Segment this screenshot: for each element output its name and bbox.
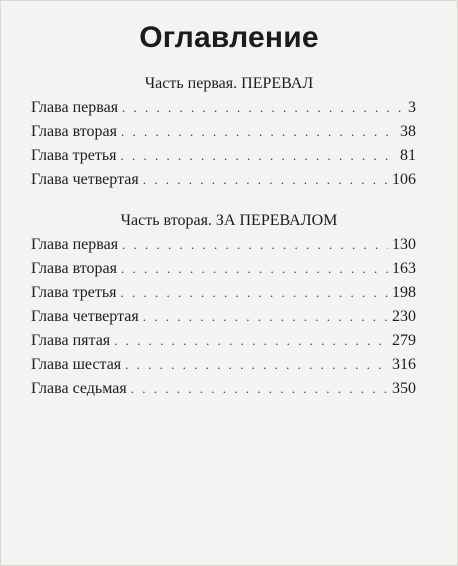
dot-leader	[122, 233, 388, 257]
chapter-name: Глава седьмая	[31, 380, 127, 397]
chapter-name: Глава вторая	[31, 123, 117, 140]
chapter-name: Глава пятая	[31, 332, 111, 349]
dot-leader	[121, 281, 388, 305]
page-title: Оглавление	[139, 21, 319, 54]
chapter-list	[31, 96, 416, 192]
chapter-name: Глава третья	[31, 147, 117, 164]
toc-entry[interactable]	[31, 305, 416, 329]
chapter-name: Глава четвертая	[31, 308, 139, 325]
chapter-name: Глава четвертая	[31, 171, 139, 188]
dot-leader	[121, 257, 388, 281]
toc-entry[interactable]	[31, 96, 416, 120]
dot-leader	[131, 377, 388, 401]
page-number: 316	[392, 356, 416, 373]
chapter-list	[31, 233, 416, 401]
toc-entry[interactable]	[31, 329, 416, 353]
chapter-name: Глава шестая	[31, 356, 122, 373]
dot-leader	[114, 329, 388, 353]
dot-leader	[143, 168, 388, 192]
page-number: 163	[392, 260, 416, 277]
toc-entry[interactable]	[31, 233, 416, 257]
toc-entry[interactable]	[31, 353, 416, 377]
toc-entry[interactable]	[31, 144, 416, 168]
page-number: 130	[392, 236, 416, 253]
page-number: 198	[392, 284, 416, 301]
page-number: 106	[392, 171, 416, 188]
part-heading: Часть вторая. ЗА ПЕРЕВАЛОМ	[120, 212, 338, 229]
page-number: 38	[400, 123, 416, 140]
chapter-name: Глава третья	[31, 284, 117, 301]
dot-leader	[121, 144, 396, 168]
part-heading: Часть первая. ПЕРЕВАЛ	[144, 75, 314, 92]
toc-entry[interactable]	[31, 168, 416, 192]
chapter-name: Глава вторая	[31, 260, 117, 277]
page-number: 3	[408, 99, 416, 116]
toc-entry[interactable]	[31, 281, 416, 305]
chapter-name: Глава первая	[31, 99, 119, 116]
chapter-name: Глава первая	[31, 236, 119, 253]
toc-entry[interactable]	[31, 257, 416, 281]
page-number: 350	[392, 380, 416, 397]
page-number: 230	[392, 308, 416, 325]
page-number: 279	[392, 332, 416, 349]
toc-entry[interactable]	[31, 377, 416, 401]
dot-leader	[125, 353, 388, 377]
dot-leader	[121, 120, 396, 144]
dot-leader	[122, 96, 404, 120]
dot-leader	[143, 305, 388, 329]
toc-entry[interactable]	[31, 120, 416, 144]
page-number: 81	[400, 147, 416, 164]
